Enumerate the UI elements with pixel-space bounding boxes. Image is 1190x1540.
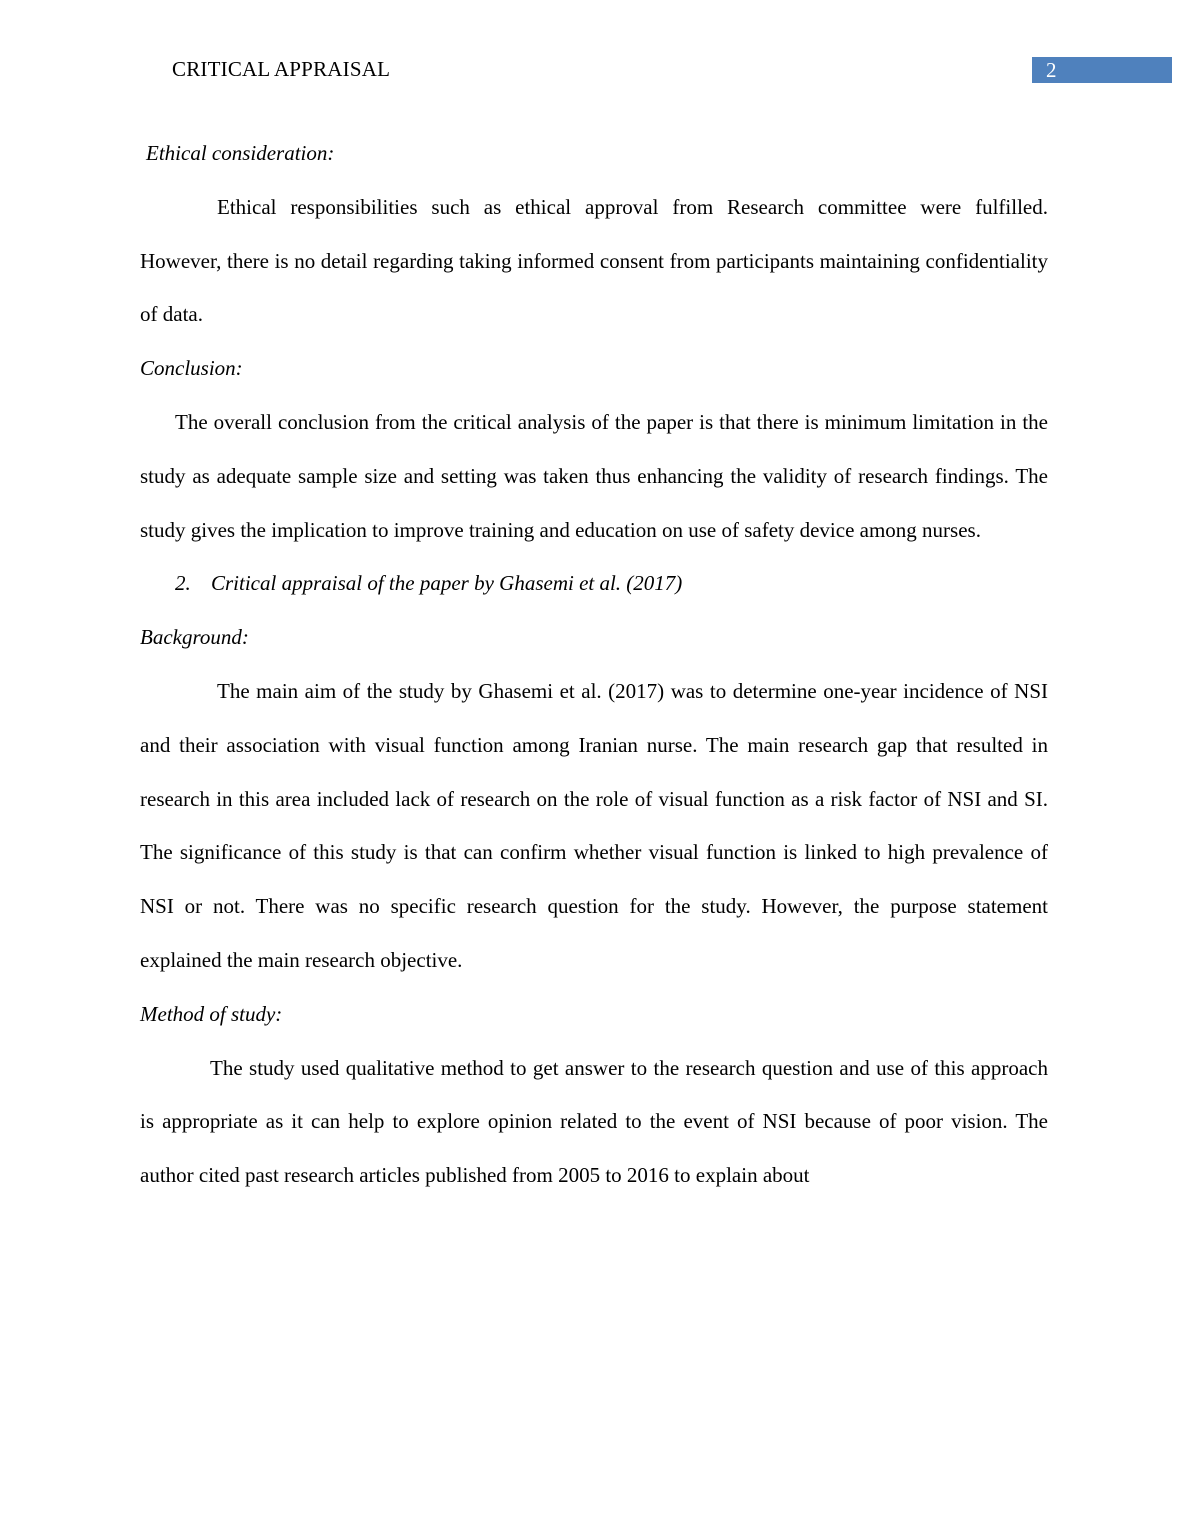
method-heading: Method of study: [140, 1001, 283, 1026]
document-body [140, 127, 1048, 1203]
appraisal-2-heading [140, 557, 1048, 611]
ethical-paragraph: Ethical responsibilities such as ethical approval from Research committee were fulfilled. However, there is no detail regarding taking informed consent from participants maintaining confidentiality of data. [140, 194, 1048, 327]
appraisal-2-number: 2. [175, 571, 191, 596]
background-heading: Background: [140, 625, 249, 650]
page-number-box [1032, 57, 1172, 83]
ethical-heading: Ethical consideration: [146, 141, 335, 165]
conclusion-heading: Conclusion: [140, 356, 243, 381]
background-paragraph: The main aim of the study by Ghasemi et al. (2017) was to determine one-year incidence of NSI and their association with visual function among Iranian nurse. The main research gap that resulted in research in this area included lack of research on the role of visual function as a risk factor of NSI and SI. The significance of this study is that can confirm whether visual function is linked to high prevalence of NSI or not. There was no specific research question for the study. However, the purpose statement explained the main research objective. [140, 678, 1048, 972]
running-head: CRITICAL APPRAISAL [172, 57, 391, 81]
appraisal-2-title: Critical appraisal of the paper by Ghasemi et al. (2017) [211, 571, 683, 596]
page-number: 2 [1046, 58, 1057, 82]
method-paragraph: The study used qualitative method to get answer to the research question and use of this approach is appropriate as it can help to explore opinion related to the event of NSI because of poor vision. The author cited past research articles published from 2005 to 2016 to explain about [140, 1055, 1048, 1188]
conclusion-paragraph: The overall conclusion from the critical analysis of the paper is that there is minimum limitation in the study as adequate sample size and setting was taken thus enhancing the validity of research findings. The study gives the implication to improve training and education on use of safety device among nurses. [140, 409, 1048, 542]
